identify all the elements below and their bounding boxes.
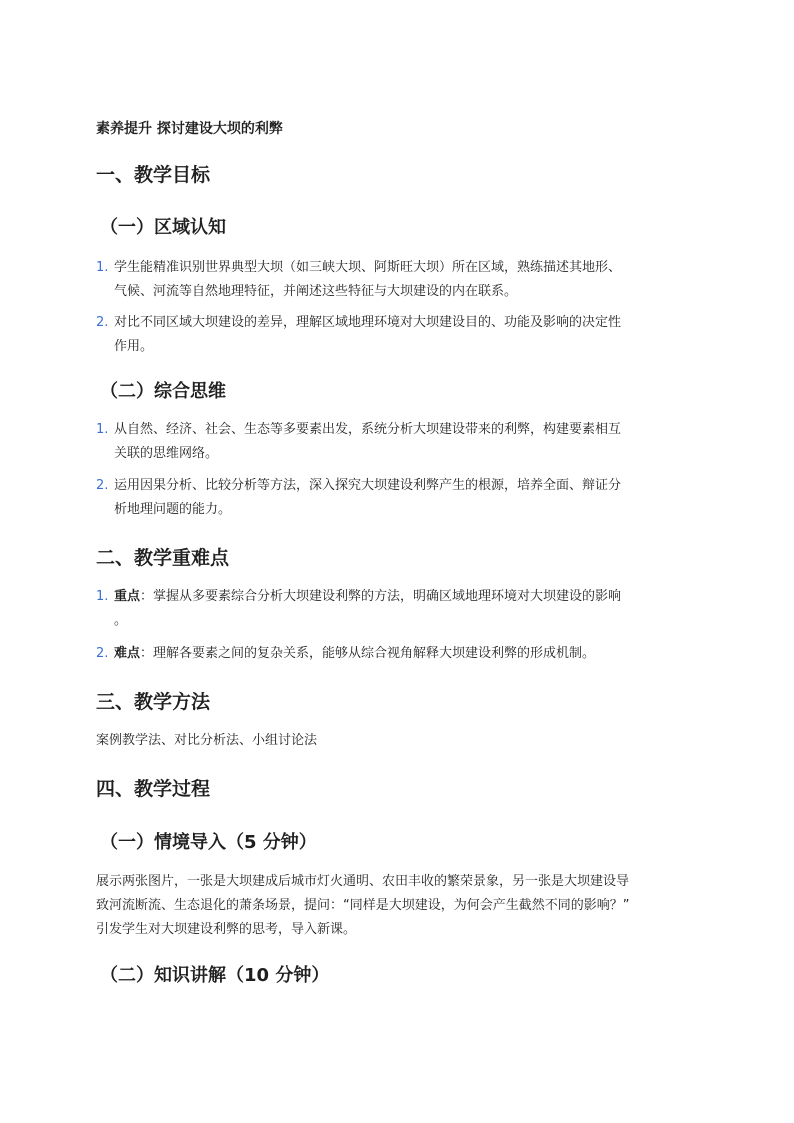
list-item: [96, 418, 696, 466]
teaching-methods-text: 案例教学法、对比分析法、小组讨论法: [96, 733, 318, 748]
heading-key-difficult-points: 二、教学重难点: [96, 547, 230, 569]
list-item-text-line: 气候、河流等自然地理特征，并阐述这些特征与大坝建设的内在联系。: [114, 284, 518, 299]
list-item-text-line: 作用。: [114, 339, 154, 354]
difficult-point-label: 难点: [114, 646, 141, 661]
paragraph-line: 展示两张图片，一张是大坝建成后城市灯火通明、农田丰收的繁荣景象，另一张是大坝建设导: [96, 874, 630, 889]
list-item-text-line: ：掌握从多要素综合分析大坝建设利弊的方法，明确区域地理环境对大坝建设的影响: [140, 589, 622, 604]
list-item-text-line: ：理解各要素之间的复杂关系，能够从综合视角解释大坝建设利弊的形成机制。: [140, 646, 596, 661]
scene-intro-paragraph: [96, 870, 700, 942]
list-number: 2.: [96, 315, 109, 330]
list-number: 2.: [96, 478, 109, 493]
heading-comprehensive-thinking: （二）综合思维: [100, 381, 226, 402]
list-number: 1.: [96, 422, 109, 437]
list-number: 1.: [96, 260, 109, 275]
list-item: [96, 585, 696, 633]
heading-teaching-methods: 三、教学方法: [96, 691, 211, 713]
key-point-label: 重点: [114, 589, 141, 604]
list-item: [96, 474, 696, 522]
heading-region-cognition: （一）区域认知: [100, 217, 226, 238]
list-number: 1.: [96, 589, 109, 604]
heading-teaching-goals: 一、教学目标: [96, 164, 211, 186]
list-item: [96, 642, 696, 666]
list-item-text-line: 从自然、经济、社会、生态等多要素出发，系统分析大坝建设带来的利弊，构建要素相互: [114, 422, 622, 437]
paragraph-line: 引发学生对大坝建设利弊的思考，导入新课。: [96, 922, 357, 937]
list-item-text-line: 学生能精准识别世界典型大坝（如三峡大坝、阿斯旺大坝）所在区域，熟练描述其地形、: [114, 260, 622, 275]
list-number: 2.: [96, 646, 109, 661]
heading-knowledge-explanation: （二）知识讲解（10 分钟）: [100, 965, 330, 986]
list-item-text-line: 。: [114, 613, 128, 628]
list-item: [96, 256, 696, 304]
list-item-text-line: 析地理问题的能力。: [114, 502, 232, 517]
list-item: [96, 311, 696, 359]
list-item-text-line: 运用因果分析、比较分析等方法，深入探究大坝建设利弊产生的根源，培养全面、辩证分: [114, 478, 622, 493]
heading-teaching-process: 四、教学过程: [96, 778, 211, 800]
paragraph-line: 致河流断流、生态退化的萧条场景，提问：“同样是大坝建设，为何会产生截然不同的影响？”: [96, 898, 630, 913]
heading-scene-intro: （一）情境导入（5 分钟）: [100, 832, 317, 853]
list-item-text-line: 对比不同区域大坝建设的差异，理解区域地理环境对大坝建设目的、功能及影响的决定性: [114, 315, 622, 330]
list-item-text-line: 关联的思维网络。: [114, 446, 219, 461]
document-title: 素养提升 探讨建设大坝的利弊: [96, 121, 283, 137]
